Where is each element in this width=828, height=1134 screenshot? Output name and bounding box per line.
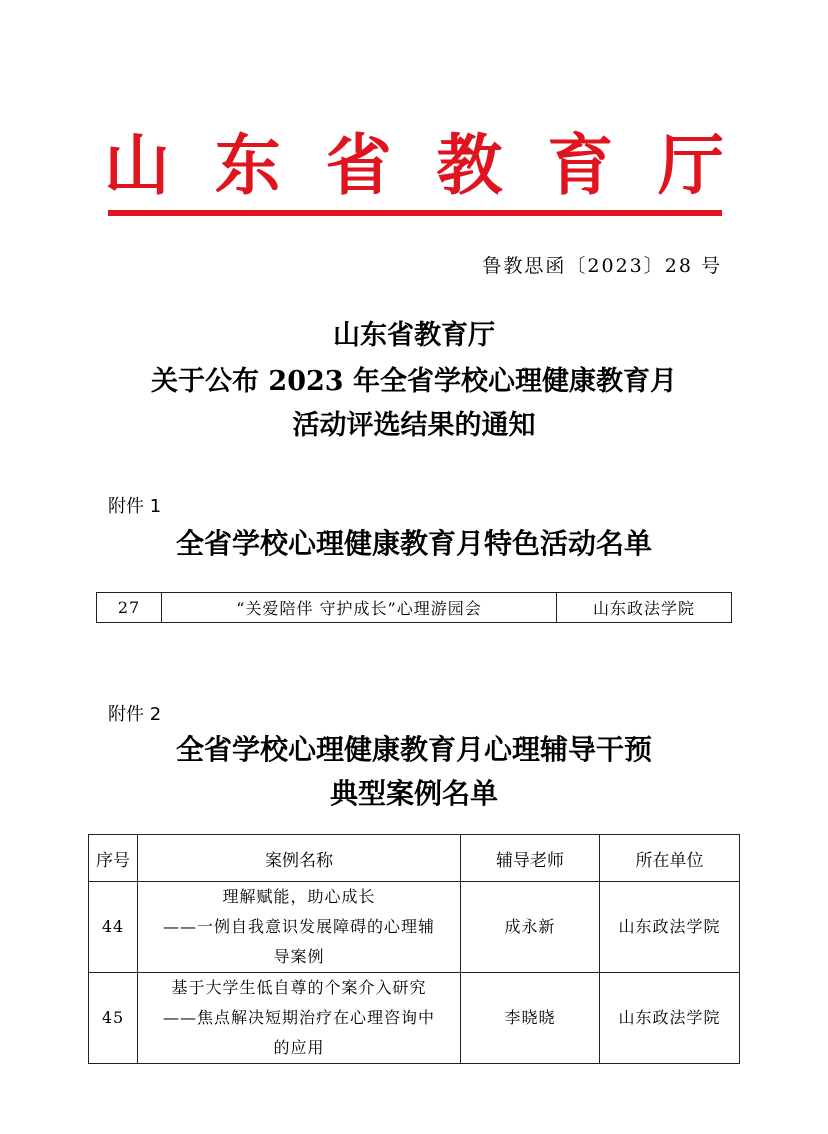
row-number: 27 [97, 593, 162, 623]
attachment-2-heading-line-1: 全省学校心理健康教育月心理辅导干预 [175, 733, 652, 766]
attachment-2-label: 附件 2 [108, 704, 162, 725]
masthead-char: 东 [214, 127, 281, 204]
attachment-2-heading-line-2: 典型案例名单 [329, 777, 498, 810]
header-teacher: 辅导老师 [461, 835, 600, 882]
row-number: 44 [89, 882, 138, 973]
attachment-1-heading: 全省学校心理健康教育月特色活动名单 [175, 527, 652, 560]
notice-title-line-3: 活动评选结果的通知 [292, 410, 536, 441]
header-case-name: 案例名称 [138, 835, 461, 882]
case-name [138, 973, 461, 1064]
document-number: 鲁教思函〔2023〕28 号 [482, 255, 722, 277]
school-name: 山东政法学院 [600, 882, 740, 973]
table-header-row [89, 835, 740, 882]
notice-title-line-1: 山东省教育厅 [333, 320, 495, 351]
notice-title-line-2: 关于公布 2023 年全省学校心理健康教育月 [151, 366, 677, 397]
masthead-char: 育 [547, 127, 614, 204]
teacher-name: 成永新 [461, 882, 600, 973]
masthead-char: 山 [104, 127, 170, 204]
attachment-1-label: 附件 1 [108, 496, 162, 517]
teacher-name: 李晓晓 [461, 973, 600, 1064]
school-name: 山东政法学院 [600, 973, 740, 1064]
row-number: 45 [89, 973, 138, 1064]
header-unit: 所在单位 [600, 835, 740, 882]
masthead-char: 教 [436, 127, 503, 204]
case-name [138, 882, 461, 973]
case-name-line: ——焦点解决短期治疗在心理咨询中 [162, 1008, 435, 1027]
masthead-red-rule [108, 210, 722, 216]
masthead-title [104, 126, 724, 206]
table-row [89, 973, 740, 1064]
masthead-char: 省 [325, 127, 392, 204]
activity-name: “关爱陪伴 守护成长”心理游园会 [162, 593, 557, 623]
case-name-line: 导案例 [273, 947, 325, 966]
case-name-line: 的应用 [273, 1038, 325, 1057]
case-name-line: 基于大学生低自尊的个案介入研究 [171, 978, 427, 997]
school-name: 山东政法学院 [557, 593, 732, 623]
case-name-line: ——一例自我意识发展障碍的心理辅 [162, 917, 435, 936]
header-number: 序号 [89, 835, 138, 882]
featured-activity-table [96, 592, 732, 623]
case-name-line: 理解赋能，助心成长 [222, 887, 376, 906]
table-row [89, 882, 740, 973]
table-row [97, 593, 732, 623]
masthead-char: 厅 [657, 127, 724, 204]
counseling-case-table [88, 834, 740, 1064]
